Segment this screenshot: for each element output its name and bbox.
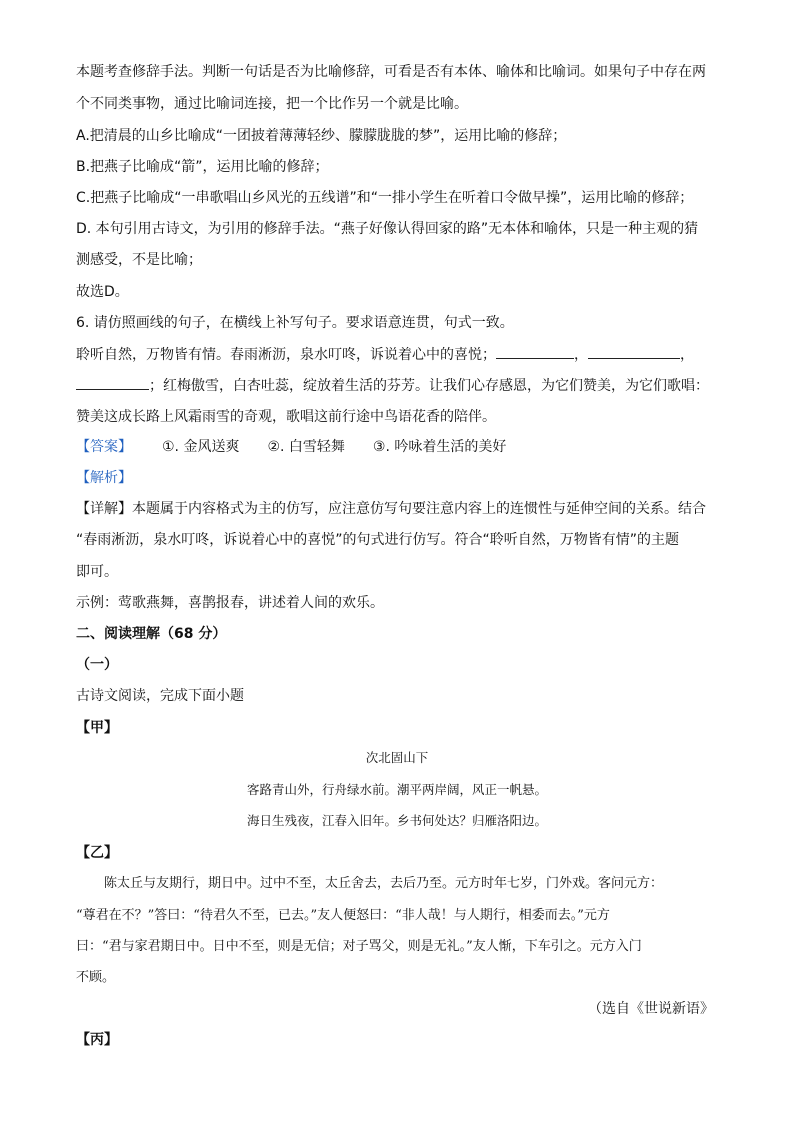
- blank-separator-1: ，: [574, 347, 588, 363]
- question-6-text-line-3: 赞美这成长路上风霜雨雪的奇观，歌唱这前行途中鸟语花香的陪伴。: [76, 409, 496, 425]
- detail-line-2: “春雨淅沥，泉水叮咚，诉说着心中的喜悦”的句式进行仿写。符合“聆听自然，万物皆有情”的主题: [76, 532, 680, 548]
- poem-line-2: 海日生残夜，江春入旧年。乡书何处达？归雁洛阳边。: [246, 813, 547, 828]
- explanation-line-2: 个不同类事物，通过比喻词连接，把一个比作另一个就是比喻。: [76, 96, 468, 112]
- yi-label: 【乙】: [76, 845, 118, 861]
- poem-line-1: 客路青山外，行舟绿水前。潮平两岸阔，风正一帆悬。: [246, 782, 547, 797]
- option-c-explanation: C.把燕子比喻成“一串歌唱山乡风光的五线谱”和“一排小学生在听着口令做早操”，运用比喻的修辞；: [76, 190, 694, 206]
- conclusion: 故选D。: [76, 284, 129, 300]
- section-2-heading: 二、阅读理解（68 分）: [76, 626, 227, 642]
- answer-blank-1[interactable]: [496, 344, 574, 359]
- part-1-label: （一）: [76, 657, 118, 673]
- explanation-line-1: 本题考查修辞手法。判断一句话是否为比喻修辞，可看是否有本体、喻体和比喻词。如果句子中存在两: [76, 64, 706, 80]
- answer-1: ①. 金风送爽: [162, 439, 240, 455]
- detail-line-1: 【详解】本题属于内容格式为主的仿写，应注意仿写句要注意内容上的连惯性与延伸空间的关系。结合: [76, 501, 706, 517]
- yi-passage-line-3: 曰：“君与家君期日中。日中不至，则是无信；对子骂父，则是无礼。”友人惭，下车引之。元方入门: [76, 939, 642, 954]
- answer-row: [76, 437, 506, 457]
- question-6-prompt: 6. 请仿照画线的句子，在横线上补写句子。要求语意连贯，句式一致。: [76, 315, 514, 331]
- option-b-explanation: B.把燕子比喻成“箭”，运用比喻的修辞；: [76, 159, 329, 175]
- option-d-explanation-2: 测感受，不是比喻；: [76, 252, 202, 268]
- question-6-text-line-2: [76, 375, 709, 396]
- yi-passage-line-4: 不顾。: [76, 970, 116, 985]
- jia-label: 【甲】: [76, 720, 118, 736]
- answer-blank-2[interactable]: [588, 344, 680, 359]
- question-6-text-line-1: [76, 344, 694, 365]
- source-citation: （选自《世说新语》: [588, 1001, 714, 1017]
- question-6-text-1: 聆听自然，万物皆有情。春雨淅沥，泉水叮咚，诉说着心中的喜悦；: [76, 347, 496, 363]
- yi-passage-line-2: “尊君在不？”答曰：“待君久不至，已去。”友人便怒曰：“非人哉！与人期行，相委而去。”元方: [76, 908, 610, 923]
- yi-passage-line-1: 陈太丘与友期行，期日中。过中不至，太丘舍去，去后乃至。元方时年七岁，门外戏。客问元方：: [104, 876, 664, 891]
- question-6-text-2: ；红梅傲雪，白杏吐蕊，绽放着生活的芬芳。让我们心存感恩，为它们赞美，为它们歌唱：: [149, 378, 709, 394]
- answer-3: ③. 吟咏着生活的美好: [372, 439, 507, 455]
- option-d-explanation-1: D. 本句引用古诗文，为引用的修辞手法。“燕子好像认得回家的路”无本体和喻体，只是一种主观的猜: [76, 221, 699, 237]
- answer-2: ②. 白雪轻舞: [267, 439, 345, 455]
- answer-blank-3[interactable]: [76, 375, 149, 390]
- blank-separator-2: ，: [680, 347, 694, 363]
- poem-title: 次北固山下: [365, 750, 429, 765]
- example-answer: 示例：莺歌燕舞，喜鹊报春，讲述着人间的欢乐。: [76, 595, 384, 611]
- option-a-explanation: A.把清晨的山乡比喻成“一团披着薄薄轻纱、朦朦胧胧的梦”，运用比喻的修辞；: [76, 128, 567, 144]
- analysis-label: 【解析】: [76, 470, 132, 486]
- reading-instruction: 古诗文阅读，完成下面小题: [76, 688, 244, 704]
- detail-line-3: 即可。: [76, 564, 118, 580]
- answer-label: 【答案】: [76, 439, 132, 455]
- bing-label: 【丙】: [76, 1032, 118, 1048]
